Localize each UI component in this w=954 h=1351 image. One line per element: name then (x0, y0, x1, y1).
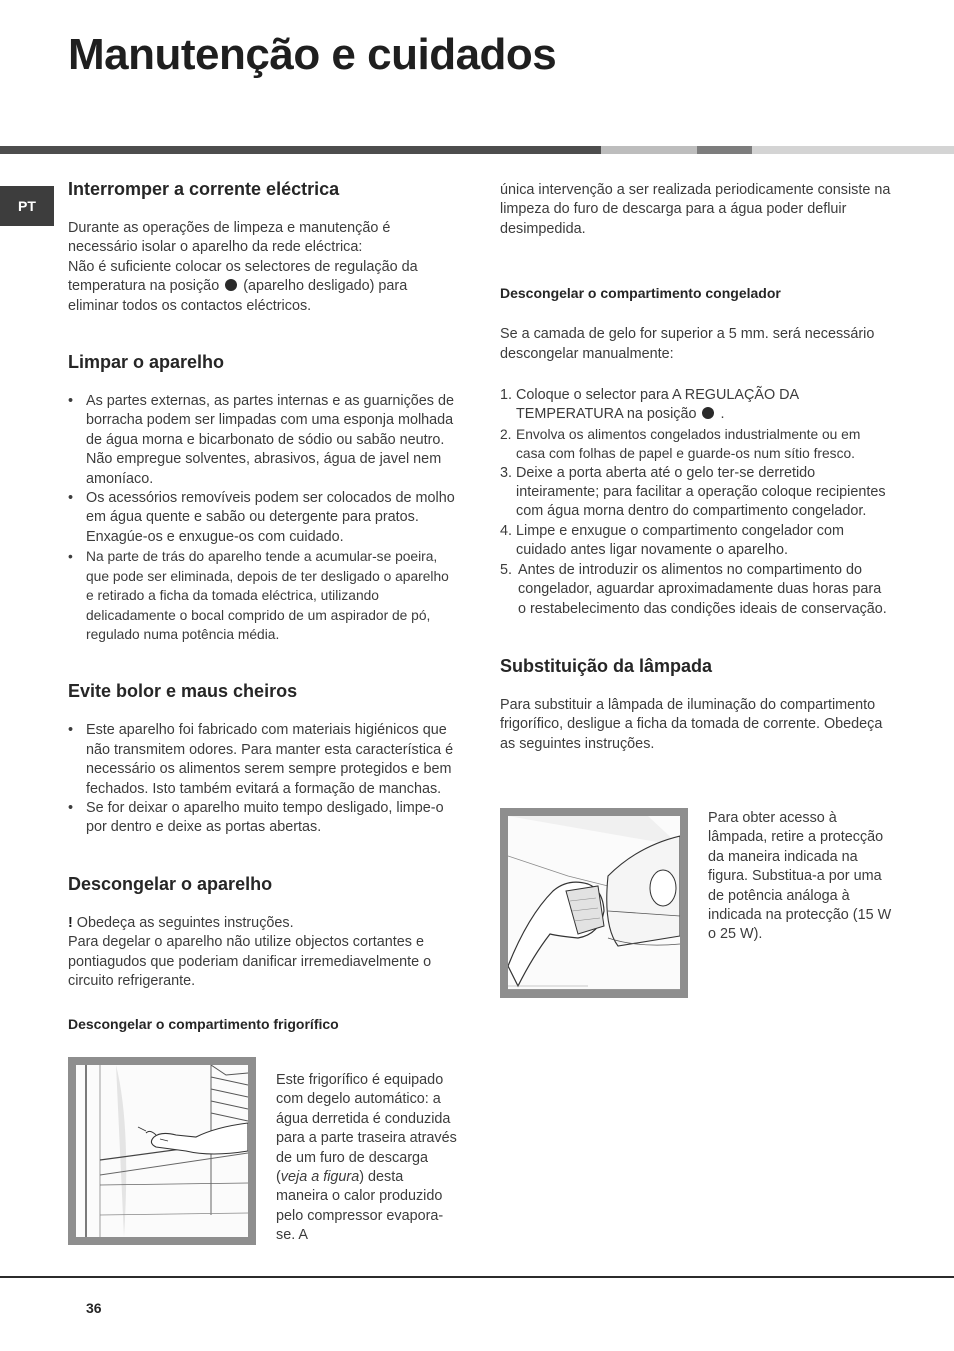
freezer-intro: Se a camada de gelo for superior a 5 mm. será necessário descongelar manualmente: (500, 326, 875, 362)
step-number: 4. (500, 522, 513, 539)
section-heading-lamp: Substituição da lâmpada (500, 655, 713, 676)
freezer-subheading: Descongelar o compartimento congelador (500, 285, 781, 302)
power-paragraph-1: Durante as operações de limpeza e manutenção é necessário isolar o aparelho da rede eléctrica: (68, 220, 391, 256)
step-item (500, 386, 892, 425)
step-item (500, 464, 892, 522)
step-text: Coloque o selector para A REGULAÇÃO DA TEMPERATURA na posição (516, 387, 799, 423)
left-column (68, 178, 458, 1034)
step-text: Deixe a porta aberta até o gelo ter-se derretido inteiramente; para facilitar a operação coloque recipientes com água morna dentro do compartimento congelador. (516, 464, 886, 520)
right-column (500, 181, 892, 754)
step-item (500, 425, 892, 464)
list-item: • Este aparelho foi fabricado com materiais higiénicos que não transmitem odores. Para manter esta característica é necessário os alimentos serem sempre protegidos e bem fechados. Isto também evitará a formação de manchas. (68, 721, 458, 799)
fridge-defrost-figure (68, 1057, 256, 1245)
warning-icon: ! (68, 914, 73, 931)
power-paragraph-2a: Não é suficiente colocar os selectores de regulação da temperatura na posição (68, 258, 418, 295)
header-bar-dark (0, 146, 601, 154)
defrost-paragraph: Para degelar o aparelho não utilize objectos cortantes e pontiagudos que poderiam danificar irremediavelmente o circuito refrigerante. (68, 934, 432, 989)
list-item: • As partes externas, as partes internas e as guarnições de borracha podem ser limpadas com uma esponja molhada de água morna e bicarbonato de sódio ou sabão neutro. Não empregue solventes, abrasivos, água de javel nem amoníaco. (68, 392, 458, 489)
mould-list (68, 721, 458, 837)
list-item: • Na parte de trás do aparelho tende a acumular-se poeira, que pode ser eliminada, depois de ter desligado o aparelho e retirado a ficha da tomada eléctrica, utilizando delicadamente o bocal comprido de um aspirador de pó, regulado numa potência média. (68, 547, 458, 644)
lamp-figure (500, 808, 688, 998)
language-tab: PT (0, 186, 54, 226)
fridge-text-a: Este frigorífico é equipado com degelo automático: a água derretida é conduzida para a parte traseira através de um furo de descarga ( (276, 1072, 457, 1186)
step-tail: . (720, 406, 725, 423)
power-paragraph-2 (68, 258, 458, 316)
header-bar-mid (697, 146, 752, 154)
fridge-text-b: ) desta maneira o calor produzido pelo compressor evapora-se. A (276, 1169, 444, 1244)
off-position-icon (702, 407, 714, 419)
step-item (500, 561, 892, 619)
fridge-continuation: única intervenção a ser realizada periodicamente consiste na limpeza do furo de descarga para a água poder defluir desimpedida. (500, 182, 891, 237)
section-heading-power: Interromper a corrente eléctrica (68, 179, 340, 199)
lamp-figure-text (708, 809, 892, 945)
lamp-paragraph: Para substituir a lâmpada de iluminação do compartimento frigorífico, desligue a ficha da tomada de corrente. Obedeça as seguintes instruções. (500, 696, 883, 752)
defrost-note-text: Obedeça as seguintes instruções. (76, 914, 294, 931)
fridge-figure-paragraph (276, 1071, 458, 1246)
section-heading-mould: Evite bolor e maus cheiros (68, 681, 298, 702)
step-text: Antes de introduzir os alimentos no compartimento do congelador, aguardar aproximadamente duas horas para o restabelecimento das condições ideais de conservação. (518, 561, 887, 617)
off-position-icon (225, 279, 237, 291)
list-item: • Os acessórios removíveis podem ser colocados de molho em água quente e sabão ou detergente para pratos. Enxagúe-os e enxugue-os com cuidado. (68, 489, 458, 547)
page-title: Manutenção e cuidados (68, 30, 557, 79)
fridge-figure-text (276, 1071, 458, 1246)
section-heading-clean: Limpar o aparelho (68, 352, 225, 373)
step-item (500, 522, 892, 561)
step-number: 5. (500, 561, 513, 578)
freezer-steps (500, 386, 892, 619)
footer-rule (0, 1276, 954, 1278)
fridge-text-em: veja a figura (280, 1169, 360, 1186)
defrost-note (68, 914, 458, 933)
power-paragraph-2b: (aparelho desligado) para eliminar todos os contactos eléctricos. (68, 278, 408, 314)
step-text: Envolva os alimentos congelados industrialmente ou em casa com folhas de papel e guarde-os num sítio fresco. (516, 426, 861, 462)
step-number: 3. (500, 464, 513, 481)
step-number: 2. (500, 426, 512, 442)
list-item: • Se for deixar o aparelho muito tempo desligado, limpe-o por dentro e deixe as portas abertas. (68, 799, 458, 838)
page-number: 36 (86, 1300, 102, 1316)
header-bar-light (601, 146, 697, 154)
fridge-subheading: Descongelar o compartimento frigorífico (68, 1016, 339, 1033)
header-bar-pale (752, 146, 954, 154)
lamp-figure-paragraph: Para obter acesso à lâmpada, retire a protecção da maneira indicada na figura. Substitua-a por uma de potência análoga à indicada na protecção (15 W o 25 W). (708, 810, 892, 943)
step-text: Limpe e enxugue o compartimento congelador com cuidado antes ligar novamente o aparelho. (516, 522, 844, 559)
step-number: 1. (500, 387, 513, 404)
clean-list (68, 392, 458, 644)
section-heading-defrost: Descongelar o aparelho (68, 873, 273, 894)
